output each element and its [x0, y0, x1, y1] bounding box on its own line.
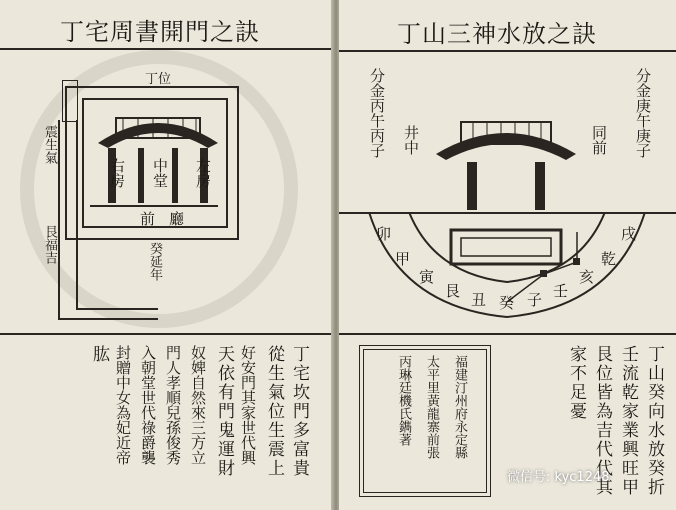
path-line-right	[76, 120, 78, 310]
compass-qian: 乾	[601, 250, 617, 268]
hall-roof-drawing	[88, 98, 228, 208]
left-title-text: 丁宅周書開門之訣	[60, 18, 260, 46]
left-text-col-2: 從生氣位生震上	[264, 345, 284, 478]
compass-gen: 艮	[445, 282, 461, 300]
path-line-left	[58, 120, 60, 320]
path-bottom-inner	[76, 308, 158, 310]
right-title: 丁山三神水放之訣	[397, 20, 597, 48]
left-text-col-4: 天依有門鬼運財	[214, 345, 234, 478]
label-zhong-tang: 中堂	[151, 158, 169, 188]
label-jing-zhong: 井中	[402, 125, 420, 155]
right-rule-bottom	[339, 333, 676, 335]
path-bottom-outer	[58, 318, 158, 320]
note-col-2: 太平里黃龍寨前張	[424, 355, 439, 459]
temple-drawing	[431, 92, 581, 212]
left-text-col-3: 好安門其家世代興	[239, 345, 257, 465]
note-col-3: 丙琳廷機氏鐫著	[396, 355, 411, 446]
right-rule-top	[339, 50, 676, 52]
left-text-col-7: 入朝堂世代祿爵襲	[139, 345, 157, 465]
compass-hai: 亥	[579, 268, 595, 286]
watermark-text: 微信号: kyc1248	[507, 470, 610, 485]
right-text-col-4: 家不足憂	[566, 345, 586, 421]
label-tong-qian: 同前	[590, 125, 608, 155]
label-kui-yan-nian: 癸延年	[147, 242, 162, 281]
label-ding-wei: 丁位	[145, 72, 172, 87]
left-page	[0, 0, 333, 510]
gate-block	[62, 80, 78, 122]
compass-gui: 癸	[499, 294, 515, 312]
label-gen-fu-chao: 艮福吉	[42, 225, 57, 264]
label-zuo-fang: 左房	[194, 158, 212, 188]
left-text-col-9: 肱	[89, 345, 109, 364]
right-page	[339, 0, 676, 510]
left-rule-bottom	[0, 333, 333, 335]
right-text-col-2: 壬流乾家業興旺甲	[618, 345, 638, 497]
compass-zi: 子	[527, 291, 543, 309]
label-you-fang: 右房	[108, 158, 126, 188]
label-fen-jin-left: 分金丙午丙子	[368, 68, 386, 158]
note-col-1: 福建汀州府永定縣	[452, 355, 467, 459]
right-text-col-3: 艮位皆為吉代代其	[592, 345, 612, 497]
left-text-col-5: 奴婢自然來三方立	[189, 345, 207, 465]
left-text-col-6: 門人孝順兒孫俊秀	[164, 345, 182, 465]
label-zhen-sheng-qi: 震生氣	[42, 125, 57, 164]
compass-yin: 寅	[419, 268, 435, 286]
compass-mao: 卯	[376, 225, 392, 243]
left-text-col-1: 丁宅坎門多富貴	[289, 345, 309, 478]
left-text-col-8: 封贈中女為妃近帝	[114, 345, 132, 465]
compass-ren: 壬	[553, 282, 569, 300]
left-rule-top	[0, 48, 333, 50]
label-fen-jin-right: 分金庚午庚子	[634, 68, 652, 158]
compass-xu: 戌	[621, 225, 637, 243]
compass-chou: 丑	[471, 291, 487, 309]
label-qian-ting: 前廳	[140, 210, 199, 228]
compass-jia: 甲	[395, 250, 411, 268]
right-text-col-1: 丁山癸向水放癸折	[644, 345, 664, 497]
